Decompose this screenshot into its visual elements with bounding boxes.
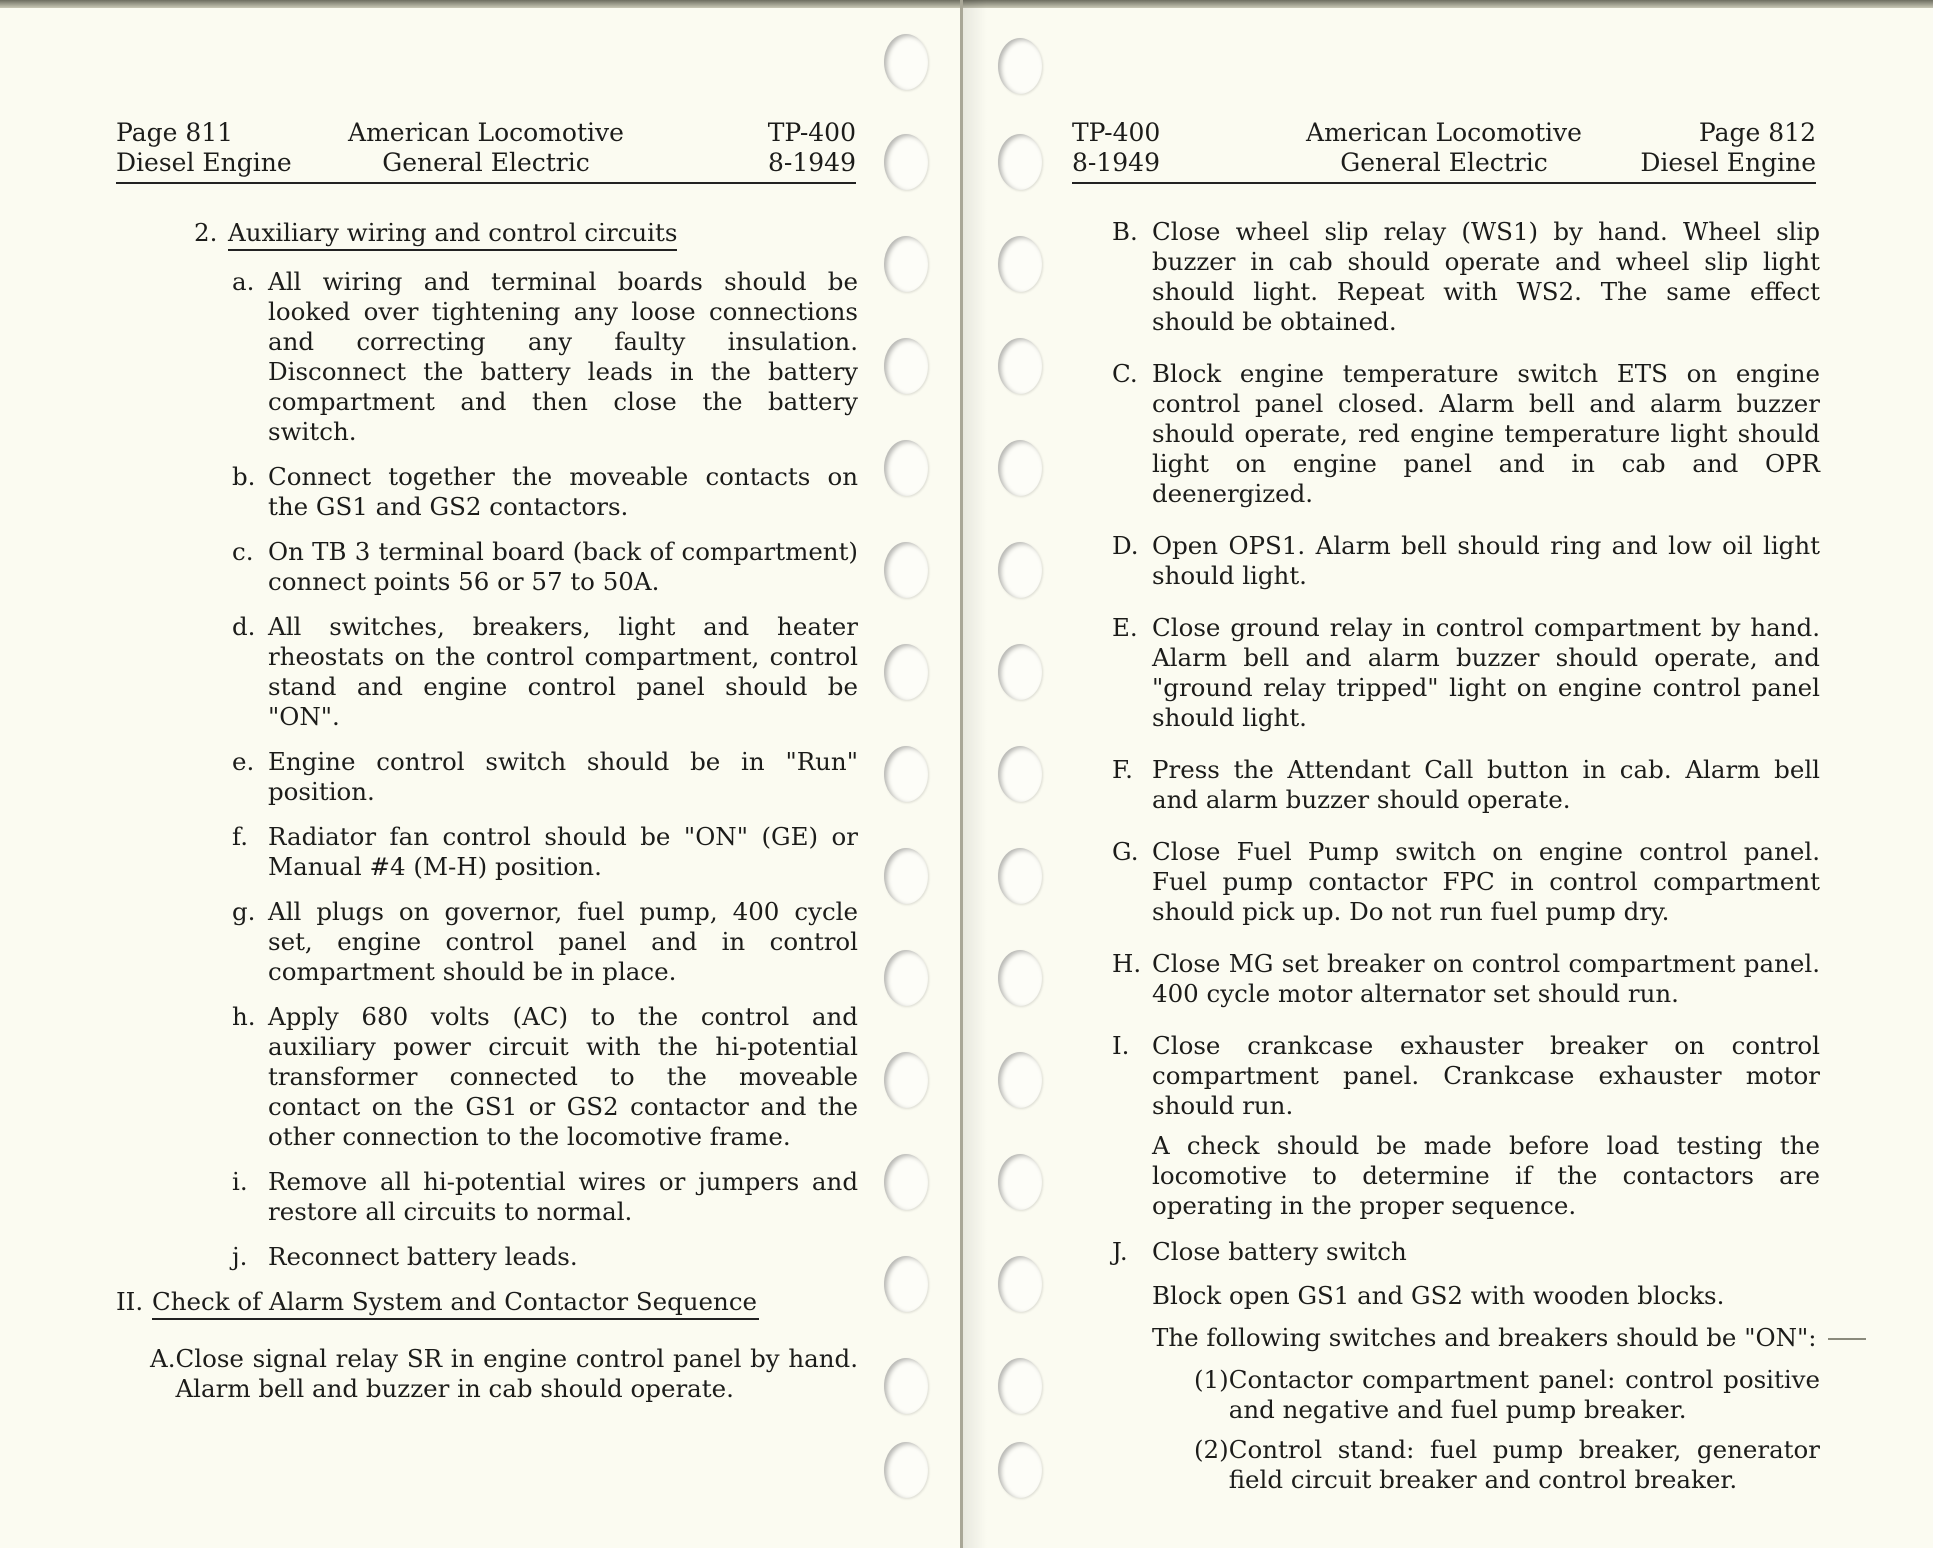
binder-hole: [884, 950, 928, 1006]
left-header-company: [116, 118, 856, 178]
right-page: [966, 0, 1933, 1548]
binder-hole: [884, 1442, 928, 1498]
block-instruction: Block open GS1 and GS2 with wooden blocks.: [1152, 1281, 1725, 1310]
item-label: f.: [232, 822, 248, 851]
page-number: Page 811: [116, 118, 234, 147]
item-label: j.: [232, 1242, 248, 1271]
left-page-header: [116, 118, 856, 184]
binder-hole: [884, 338, 928, 394]
binder-hole: [884, 746, 928, 802]
list-item: [1072, 1237, 1820, 1267]
list-item: [1072, 1031, 1820, 1121]
item-text: Close Fuel Pump switch on engine control panel. Fuel pump contactor FPC in control compartment should pick up. Do not run fuel pump dry.: [1152, 837, 1820, 926]
item-text: Radiator fan control should be "ON" (GE) or Manual #4 (M-H) position.: [268, 822, 858, 881]
binder-hole: [884, 134, 928, 190]
item-text: Close crankcase exhauster breaker on control compartment panel. Crankcase exhauster motor should run.: [1152, 1031, 1820, 1120]
page-number: Page 812: [1698, 118, 1816, 147]
company-line-1: American Locomotive: [1306, 118, 1582, 147]
binder-hole: [884, 848, 928, 904]
list-item: [116, 897, 858, 987]
list-item: [116, 822, 858, 882]
item-text: Close MG set breaker on control compartment panel. 400 cycle motor alternator set should run.: [1152, 949, 1820, 1008]
binder-hole: [884, 1052, 928, 1108]
list-item: [116, 612, 858, 732]
list-item: [116, 747, 858, 807]
binder-hole: [884, 236, 928, 292]
item-label: B.: [1112, 217, 1138, 246]
item-label: F.: [1112, 755, 1133, 784]
item-label: A.: [150, 1344, 176, 1373]
list-item: [1072, 613, 1820, 733]
binder-hole: [884, 1154, 928, 1210]
list-item: [116, 537, 858, 597]
list-item: [116, 267, 858, 447]
header-section: Diesel Engine: [1640, 148, 1816, 177]
list-item: [116, 1242, 858, 1272]
item-label: J.: [1112, 1237, 1128, 1266]
item-label: H.: [1112, 949, 1142, 978]
item-label: C.: [1112, 359, 1138, 388]
list-item: [116, 1002, 858, 1152]
section-title: Check of Alarm System and Contactor Sequence: [152, 1287, 759, 1320]
sub-list-item: [1072, 1435, 1820, 1495]
item-text: Engine control switch should be in "Run" position.: [268, 747, 858, 806]
right-page-body: [1072, 217, 1820, 1505]
item-text: All switches, breakers, light and heater rheostats on the control compartment, control stand and engine control panel should be "ON".: [268, 612, 858, 731]
company-line-2: General Electric: [382, 148, 590, 177]
doc-date: 8-1949: [768, 148, 856, 177]
company-line-2: General Electric: [1340, 148, 1548, 177]
item-text: Reconnect battery leads.: [268, 1242, 578, 1271]
item-text: Apply 680 volts (AC) to the control and auxiliary power circuit with the hi-potential transformer connected to the moveable contact on the GS1 or GS2 contactor and the other connection to the locomotive frame.: [268, 1002, 858, 1151]
following-intro: The following switches and breakers should be "ON":: [1152, 1323, 1817, 1352]
left-page: [0, 0, 960, 1548]
list-item: [1072, 217, 1820, 337]
doc-id: TP-400: [1072, 118, 1161, 147]
right-page-header: [1072, 118, 1816, 184]
procedure-list-j: [1072, 1237, 1820, 1267]
section-2-heading: [116, 218, 858, 251]
binder-hole: [884, 1358, 928, 1414]
item-text: Block engine temperature switch ETS on engine control panel closed. Alarm bell and alarm buzzer should operate, red engine temperature light should light on engine panel and in cab and OPR deenergized.: [1152, 359, 1820, 508]
item-text: Connect together the moveable contacts on the GS1 and GS2 contactors.: [268, 462, 858, 521]
binder-hole: [884, 644, 928, 700]
sub-item-label: (2): [1194, 1435, 1229, 1464]
sub-item-text: Control stand: fuel pump breaker, generator field circuit breaker and control breaker.: [1228, 1435, 1820, 1494]
header-section: Diesel Engine: [116, 148, 292, 177]
list-item: [1072, 531, 1820, 591]
binder-hole: [884, 542, 928, 598]
left-header-doc-info: [768, 118, 856, 178]
doc-id: TP-400: [767, 118, 856, 147]
item-label: b.: [232, 462, 256, 491]
list-item: [1072, 837, 1820, 927]
item-text: Close wheel slip relay (WS1) by hand. Wheel slip buzzer in cab should operate and wheel slip light should light. Repeat with WS2. The same effect should be obtained.: [1152, 217, 1820, 336]
item-text: Open OPS1. Alarm bell should ring and low oil light should light.: [1152, 531, 1820, 590]
item-label: h.: [232, 1002, 256, 1031]
item-label: I.: [1112, 1031, 1130, 1060]
item-label: e.: [232, 747, 255, 776]
section-number: 2.: [194, 218, 218, 247]
item-label: d.: [232, 612, 256, 641]
list-item: [1072, 359, 1820, 509]
item-text: Remove all hi-potential wires or jumpers and restore all circuits to normal.: [268, 1167, 858, 1226]
sub-item-label: (1): [1194, 1365, 1229, 1394]
section-title: Auxiliary wiring and control circuits: [228, 218, 677, 251]
item-text: All wiring and terminal boards should be looked over tightening any loose connections and correcting any faulty insulation. Disconnect the battery leads in the battery compartment and then close the battery switch.: [268, 267, 858, 446]
item-text: Close ground relay in control compartment by hand. Alarm bell and alarm buzzer should operate, and "ground relay tripped" light on engine control panel should light.: [1152, 613, 1820, 732]
binder-hole: [884, 440, 928, 496]
section-II-heading: [116, 1287, 858, 1320]
binder-hole: [884, 34, 928, 90]
item-label: c.: [232, 537, 254, 566]
note-paragraph: A check should be made before load testing the locomotive to determine if the contactors are operating in the proper sequence.: [1152, 1131, 1820, 1220]
binder-hole: [884, 1256, 928, 1312]
item-label: i.: [232, 1167, 248, 1196]
margin-mark: [1828, 1338, 1866, 1340]
company-line-1: American Locomotive: [348, 118, 624, 147]
item-label: g.: [232, 897, 256, 926]
list-item: [116, 462, 858, 522]
item-text: Close battery switch: [1152, 1237, 1407, 1266]
procedure-list: [1072, 217, 1820, 1121]
item-text: On TB 3 terminal board (back of compartment) connect points 56 or 57 to 50A.: [268, 537, 858, 596]
doc-date: 8-1949: [1072, 148, 1160, 177]
item-label: E.: [1112, 613, 1138, 642]
sub-item-text: Contactor compartment panel: control positive and negative and fuel pump breaker.: [1228, 1365, 1820, 1424]
section-number: II.: [116, 1287, 144, 1316]
section-2-list: [116, 267, 858, 1272]
list-item: [116, 1167, 858, 1227]
left-page-body: [116, 218, 858, 1404]
right-header-page-info: [1640, 118, 1816, 178]
list-item: [1072, 755, 1820, 815]
list-item: [1072, 949, 1820, 1009]
item-text: Close signal relay SR in engine control panel by hand. Alarm bell and buzzer in cab should operate.: [175, 1344, 858, 1403]
item-text: All plugs on governor, fuel pump, 400 cycle set, engine control panel and in control compartment should be in place.: [268, 897, 858, 986]
list-item: [116, 1344, 858, 1404]
item-label: a.: [232, 267, 255, 296]
sub-list-item: [1072, 1365, 1820, 1425]
item-label: G.: [1112, 837, 1139, 866]
item-label: D.: [1112, 531, 1139, 560]
item-text: Press the Attendant Call button in cab. Alarm bell and alarm buzzer should operate.: [1152, 755, 1820, 814]
